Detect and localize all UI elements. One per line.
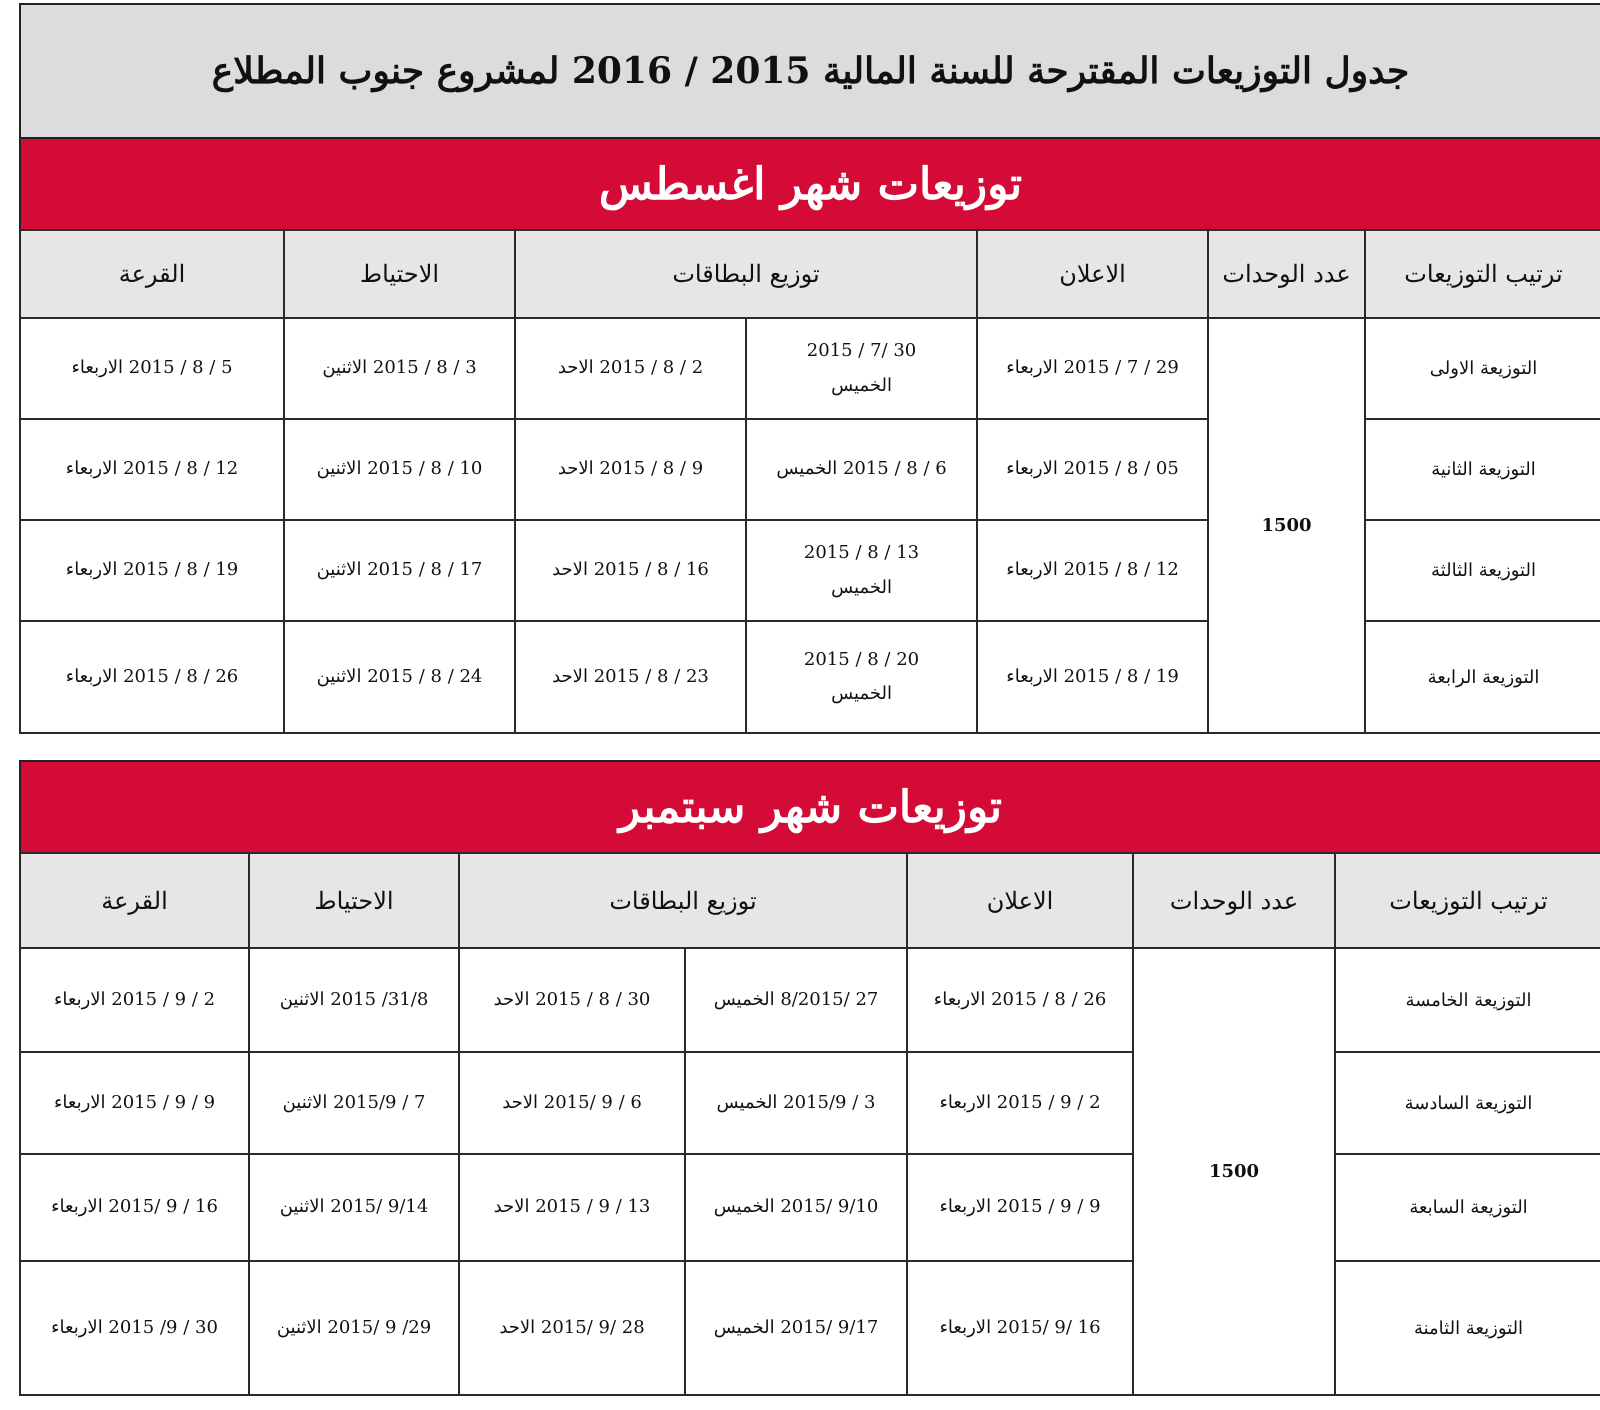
row-cards-date-2: 2 / 8 / 2015 الاحد [515, 318, 746, 419]
row-cards-date-1: 27 /8/2015 الخميس [685, 948, 907, 1052]
row-cards-date-2: 16 / 8 / 2015 الاحد [515, 520, 746, 621]
august-banner-label: توزيعات شهر اغسطس [598, 158, 1023, 210]
row-cards-date-2: 13 / 9 / 2015 الاحد [459, 1154, 685, 1261]
row-order: التوزيعة السابعة [1335, 1154, 1600, 1261]
row-reserve: 24 / 8 / 2015 الاثنين [284, 621, 515, 733]
header-cards: توزيع البطاقات [515, 230, 977, 318]
row-cards-date-2: 23 / 8 / 2015 الاحد [515, 621, 746, 733]
row-order: التوزيعة الثامنة [1335, 1261, 1600, 1395]
header-order: ترتيب التوزيعات [1335, 853, 1600, 948]
row-reserve: 7 / 2015/9 الاثنين [249, 1052, 459, 1154]
row-announcement: 12 / 8 / 2015 الاربعاء [977, 520, 1208, 621]
table-row [20, 1052, 1600, 1154]
header-cards: توزيع البطاقات [459, 853, 907, 948]
header-reserve: الاحتياط [249, 853, 459, 948]
header-lottery: القرعة [20, 853, 249, 948]
row-announcement: 26 / 8 / 2015 الاربعاء [907, 948, 1133, 1052]
row-announcement: 16 /9 /2015 الاربعاء [907, 1261, 1133, 1395]
row-order: التوزيعة الخامسة [1335, 948, 1600, 1052]
row-lottery: 16 / 9 /2015 الاربعاء [20, 1154, 249, 1261]
row-announcement: 05 / 8 / 2015 الاربعاء [977, 419, 1208, 520]
document-title: جدول التوزيعات المقترحة للسنة المالية 2015 / 2016 لمشروع جنوب المطلاع [211, 50, 1410, 92]
row-reserve: 3 / 8 / 2015 الاثنين [284, 318, 515, 419]
row-announcement: 2 / 9 / 2015 الاربعاء [907, 1052, 1133, 1154]
row-cards-date-1: 6 / 8 / 2015 الخميس [746, 419, 977, 520]
row-cards-date-1: 3 / 2015/9 الخميس [685, 1052, 907, 1154]
header-order: ترتيب التوزيعات [1365, 230, 1600, 318]
row-order: التوزيعة الرابعة [1365, 621, 1600, 733]
august-schedule-table [19, 229, 1600, 734]
table-header-row [20, 230, 1600, 318]
units-count: 1500 [1208, 318, 1365, 733]
header-reserve: الاحتياط [284, 230, 515, 318]
header-lottery: القرعة [20, 230, 284, 318]
row-reserve: 10 / 8 / 2015 الاثنين [284, 419, 515, 520]
row-cards-date-1: 9/17 /2015 الخميس [685, 1261, 907, 1395]
units-count: 1500 [1133, 948, 1335, 1395]
table-row [20, 948, 1600, 1052]
row-order: التوزيعة السادسة [1335, 1052, 1600, 1154]
row-cards-date-1: 20 / 8 / 2015 الخميس [746, 621, 977, 733]
row-lottery: 12 / 8 / 2015 الاربعاء [20, 419, 284, 520]
table-row [20, 1154, 1600, 1261]
row-cards-date-1: 30 /7 / 2015 الخميس [746, 318, 977, 419]
row-cards-date-2: 30 / 8 / 2015 الاحد [459, 948, 685, 1052]
header-units: عدد الوحدات [1133, 853, 1335, 948]
header-announcement: الاعلان [977, 230, 1208, 318]
row-cards-date-1: 13 / 8 / 2015 الخميس [746, 520, 977, 621]
row-reserve: 17 / 8 / 2015 الاثنين [284, 520, 515, 621]
row-cards-date-2: 28 /9 /2015 الاحد [459, 1261, 685, 1395]
table-row [20, 318, 1600, 419]
row-announcement: 9 / 9 / 2015 الاربعاء [907, 1154, 1133, 1261]
row-announcement: 19 / 8 / 2015 الاربعاء [977, 621, 1208, 733]
august-banner [19, 139, 1600, 229]
table-row [20, 1261, 1600, 1395]
september-banner-label: توزيعات شهر سبتمبر [618, 781, 1002, 833]
row-lottery: 26 / 8 / 2015 الاربعاء [20, 621, 284, 733]
row-lottery: 5 / 8 / 2015 الاربعاء [20, 318, 284, 419]
row-announcement: 29 / 7 / 2015 الاربعاء [977, 318, 1208, 419]
row-cards-date-1: 9/10 /2015 الخميس [685, 1154, 907, 1261]
row-order: التوزيعة الاولى [1365, 318, 1600, 419]
row-lottery: 2 / 9 / 2015 الاربعاء [20, 948, 249, 1052]
row-reserve: 9/14 /2015 الاثنين [249, 1154, 459, 1261]
row-reserve: 29/ 9 /2015 الاثنين [249, 1261, 459, 1395]
header-units: عدد الوحدات [1208, 230, 1365, 318]
september-banner [19, 760, 1600, 852]
row-order: التوزيعة الثانية [1365, 419, 1600, 520]
row-reserve: 31/8/ 2015 الاثنين [249, 948, 459, 1052]
row-cards-date-2: 6 / 9 /2015 الاحد [459, 1052, 685, 1154]
september-schedule-table [19, 852, 1600, 1396]
row-cards-date-2: 9 / 8 / 2015 الاحد [515, 419, 746, 520]
row-lottery: 9 / 9 / 2015 الاربعاء [20, 1052, 249, 1154]
header-announcement: الاعلان [907, 853, 1133, 948]
document-title-bar [19, 3, 1600, 139]
table-header-row [20, 853, 1600, 948]
row-lottery: 30 / 9/ 2015 الاربعاء [20, 1261, 249, 1395]
row-lottery: 19 / 8 / 2015 الاربعاء [20, 520, 284, 621]
row-order: التوزيعة الثالثة [1365, 520, 1600, 621]
